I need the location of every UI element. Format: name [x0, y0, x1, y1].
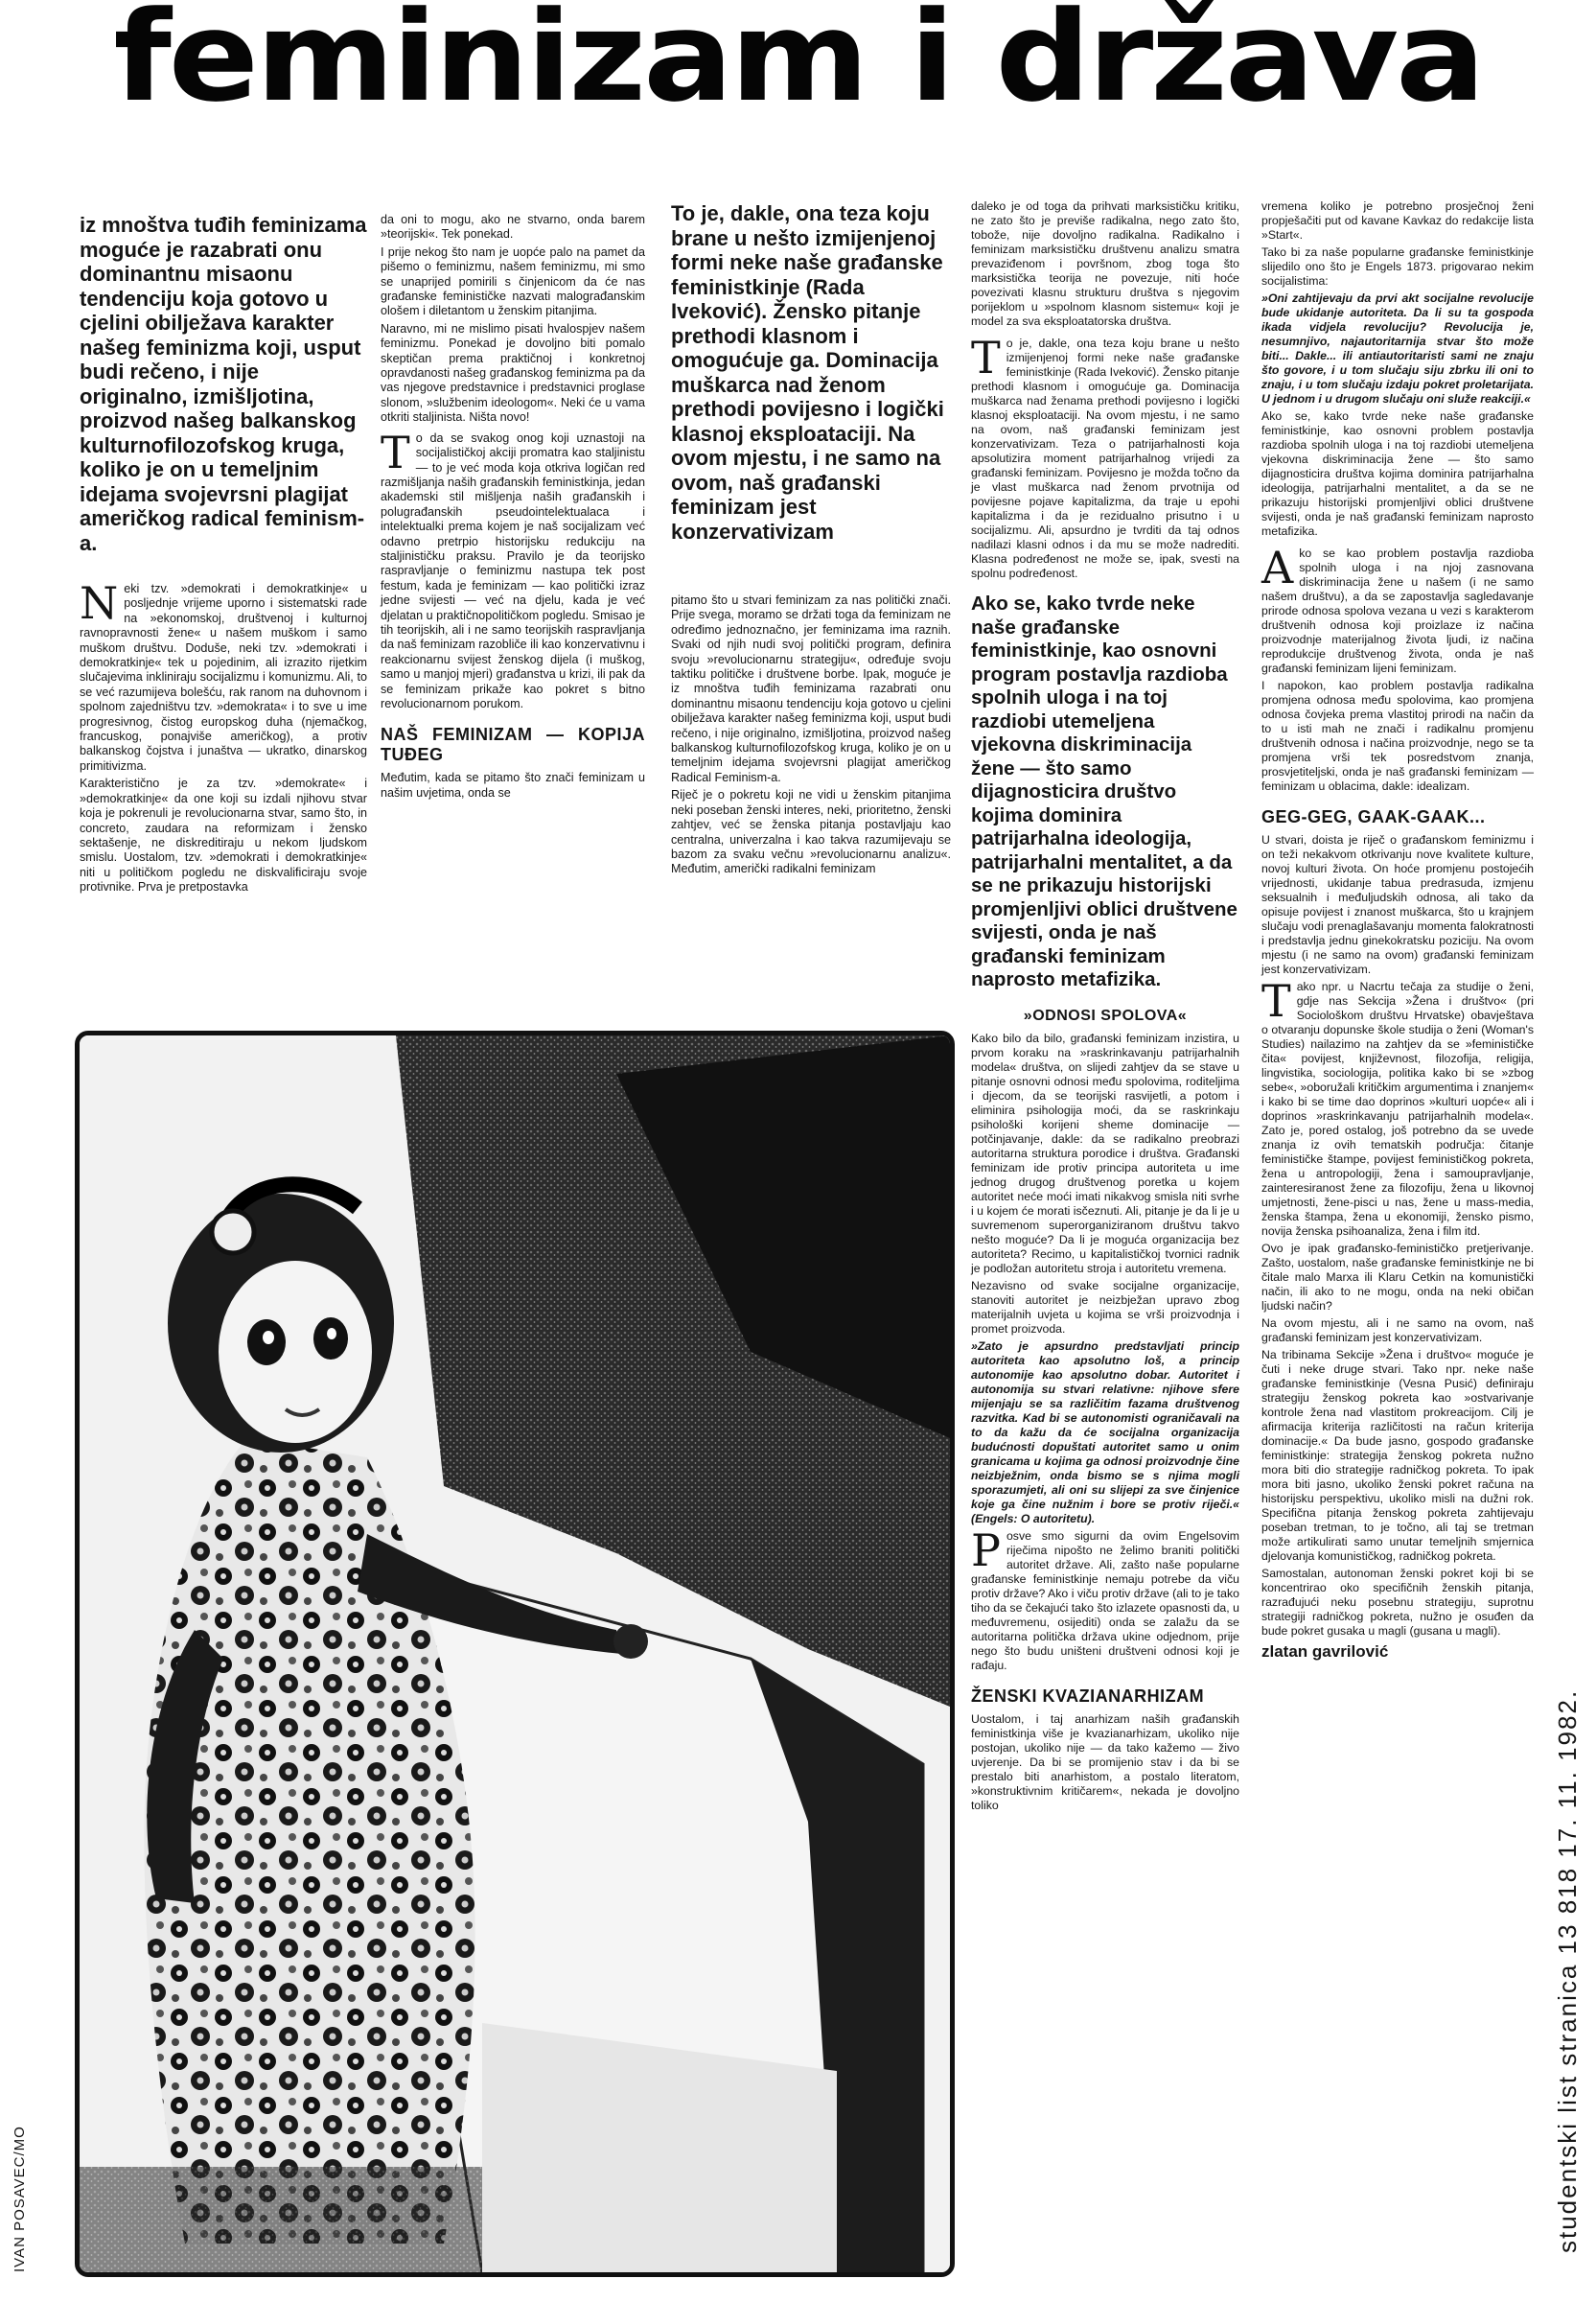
column-5 — [1261, 199, 1534, 1662]
paragraph: Na tribinama Sekcije »Žena i društvo« moguće je čuti i neke druge stvari. Tako npr. neke naše građanske feministkinje (Vesna Pusić) definiraju strategiju ženskog pokreta kao »ostvarivanje kontrole žena nad vlastitom prokreacijom. Cilj je afirmacija kriterija različitosti na račun kriterija dominacije.« Da bude jasno, gospodo građanske feministkinje: strategija ženskog pokreta nužno mora biti dio strategije radničkog pokreta. To ipak mora biti jasno, ukoliko ženski pokret računa na historijsku perspektivu, ukoliko misli na dužni rok. Specifična pitanja ženskog pokreta zahtijevaju poseban tretman, to je točno, ali taj se tretman može artikulirati samo unutar temeljnih smjernica djelovanja komunističkog, radničkog pokreta. — [1261, 1348, 1534, 1563]
paragraph: da oni to mogu, ako ne stvarno, onda barem »teorijski«. Tek ponekad. — [381, 213, 645, 242]
column-4 — [971, 199, 1239, 1816]
pull-quote: Ako se, kako tvrde neke naše građanske feministkinje, kao osnovni program postavlja razdioba spolnih uloga i na toj razdiobi utemeljena vjekovna diskriminacija žene — što samo dijagnosticira društvo kojima dominira patrijarhalna ideologija, patrijarhalni mentalitet, a da se ne prikazuju historijski promjenljivi oblici društvene svijesti, onda je naš građanski feminizam naprosto metafizika. — [971, 593, 1237, 990]
drop-cap: N — [80, 577, 119, 629]
drop-cap: T — [1261, 975, 1291, 1027]
paragraph: Naravno, mi ne mislimo pisati hvalospjev našem feminizmu. Ponekad je dovoljno biti pomalo skeptičan prema praktičnoj i konkretnoj opravdanosti našeg građanskog feminizma pa da vas njegove predstavnice i predstavnici proglase slonom, »službenim ideologom«. Neki će u vama otkriti staljinista. Ništa novo! — [381, 321, 645, 425]
paragraph: Kako bilo da bilo, građanski feminizam inzistira, u prvom koraku na »raskrinkavanju patrijarhalnih modela« društva, on slijedi zahtjev da se stave u pitanje osnovni odnosi među spolovima, roditeljima i djecom, da se teorijski rasvijetli, a potom i eliminira psihologija moći, da se raskrinkaju psihološki korijeni sheme dominacije — potčinjavanje, dakle: da se radikalno preobrazi autoritarna struktura porodice i društva. Građanski feminizam ide protiv principa autoriteta u ime jednog drugog društvenog poretka u kojem autoritet neće moći imati nikakvog smisla niti svrhe i u kojem će morati isčeznuti. Ali, pitanje je da li je u suvremenom superorganiziranom društvu takvo nešto moguće? Da li je moguća organizacija bez autoriteta? Recimo, u kapitalističkoj tvornici radnik je podložan autoritetu stroja i autoritetu vremena. — [971, 1031, 1239, 1275]
section-heading: GEG-GEG, GAAK-GAAK... — [1261, 807, 1486, 826]
paragraph: I napokon, kao problem postavlja radikalna promjena odnosa među spolovima, kao promjena odnosa čovjeka prema vlastitoj prirodi na način da to u isti mah ne znači i radikalnu promjenu društvenih odnosa i načina proizvodnje, nego se ta promjena vrši tek posredstvom znanja, prosvjetiteljski, onda je naš građanski feminizam — feminizam u oblacima, dakle: idealizam. — [1261, 679, 1534, 793]
paragraph: Ako se, kako tvrde neke naše građanske feministkinje, kao osnovni problem postavlja razdioba spolnih uloga i na toj razdiobi utemeljena vjekovna diskriminacija žene — što samo dijagnosticira društva kojima dominira patrijarhalna ideologija, patrijarhalni mentalitet, a da se ne prikazuju historijski promjenljivi oblici društvene svijesti, onda je naš građanski feminizam naprosto metafizika. — [1261, 409, 1534, 538]
drop-cap: T — [971, 332, 1001, 384]
paragraph: Ako se kao problem postavlja razdioba spolnih uloga i na njoj zasnovana diskriminacija žene u našem (i ne samo našem društvu), a da se zapostavlja sagledavanje prirode odnosa spolova vezana u vezi s karakterom društvenih odnosa koji proizlaze iz načina proizvodnje materijalnog života ljudi, iz načina reprodukcije društvenog života, onda je naš građanski feminizam lijeni feminizam. — [1261, 542, 1534, 675]
paragraph: Neki tzv. »demokrati i demokratkinje« u posljednje vrijeme uporno i sistematski rade na »ekonomskoj, društvenoj i kulturnoj ravnopravnosti žene« u našem muškom i samo muškom društvu. Doduše, neki tzv. »demokrati i demokratkinje« tek u pojedinim, ali izrazito rijetkim slučajevima inkliniraju socijalizmu i komunizmu. Ali, to se već razumijeva bolešću, rak ranom na duhovnom i spolnom zajedništvu tzv. »demokrata« i to sve u ime progresivnog, čistog europskog duha (njemačkog, francuskog, ponajviše američkog), a protiv balkanskog čojstva i junaštva — ukratko, dinarskog primitivizma. — [80, 577, 367, 773]
drop-cap: T — [381, 426, 410, 478]
author-signature: zlatan gavrilović — [1261, 1642, 1389, 1661]
paragraph: Posve smo sigurni da ovim Engelsovim riječima nipošto ne želimo braniti politički autoritet države. Ali, zašto naše popularne građanske feministkinje nemaju potrebe da viču protiv države? Ako i viču protiv države (ali to je tako tiho da se čekajući tako što izlazete opasnosti da, u međuvremenu, osijediti) onda se zalažu da se autoritarna politička država ukine odjednom, prije nego što budu uništeni društveni odnosi koji je rađaju. — [971, 1523, 1239, 1672]
drop-cap: P — [971, 1523, 1001, 1576]
section-heading: NAŠ FEMINIZAM — KOPIJA TUĐEG — [381, 725, 645, 765]
section-heading: ŽENSKI KVAZIANARHIZAM — [971, 1686, 1205, 1706]
paragraph: Nezavisno od svake socijalne organizacije, stanoviti autoritet je neizbježan upravo zbog materijalnih uvjeta u kojima se vrši proizvodnja i promet proizvoda. — [971, 1278, 1239, 1336]
column-1 — [80, 213, 367, 898]
paragraph: To da se svakog onog koji uznastoji na socijalističkoj akciji promatra kao staljinistu — to je već moda koja otkriva logičan red razmišljanja naših građanskih feministkinja, jedan akademski stil mišljenja naših građanskih i polugrađanskih pseudointelektualaca i intelektualki prema kojem je naš socijalizam već odavno pretrpio historijsku redukciju na staljinističku praksu. Pravilo je da teorijsko raspravljanje o feminizmu nastupa tek post festum, kada je feminizam — kao politički izraz jedne svijesti — već na djelu, kada je već djelatan u praktičnopolitičkom pogledu. Smisao je tih teorijskih, ali i ne samo teorijskih raspravljanja da naš feminizam razobliče ili kao konzervativnu i reakcionarnu svijest ženskog dijela (i muškog, samo u manjoj mjeri) građanstva u krizi, ili pak da se feminizam prikaže kao pokret s bitno revolucionarnom porukom. — [381, 426, 645, 710]
drop-cap: A — [1261, 542, 1294, 593]
paragraph: Uostalom, i taj anarhizam naših građanskih feministkinja više je kvazianarhizam, ukoliko nije postojan, ukoliko nije — da tako kažemo — živo uvjerenje. Da bi se promijenio stav i da bi se prestalo biti anarhistom, a postalo literatom, »konstruktivnim kritičarem«, nekada je dovoljno toliko — [971, 1711, 1239, 1812]
headline: feminizam i država — [113, 0, 1483, 113]
paragraph: Međutim, kada se pitamo što znači feminizam u našim uvjetima, onda se — [381, 771, 645, 800]
publication-info: studentski list stranica 13 818 17. 11. 1982. — [1553, 1688, 1582, 2253]
paragraph: Karakteristično je za tzv. »demokrate« i »demokratkinje« da one koji su izdali njihovu stvar koja je pokrenuli je revolucionarna stvar, samo što, in concreto, zaudara na reformizam i žensko sektašenje, ne diskreditiraju u nekom ljudskom smislu. Uostalom, tzv. »demokrati i demokratkinje« niti u političkom pogledu ne diskvalificiraju svoje protivnike. Prva je pretpostavka — [80, 777, 367, 895]
paragraph: U stvari, doista je riječ o građanskom feminizmu i on teži nekakvom otkrivanju nove kvalitete kulture, novoj kulturi života. On hoće promjenu postojećih vrijednosti, ukidanje tabua predrasuda, izmjenu seksualnih i međuljudskih odnosa, ali tako da opisuje povijest i znanost muškarca, što u krajnjem slučaju vodi prenaglašavanju momenta falokratnosti i predstavlja jednu ginekokratsku poziciju. Na ovom mjestu (i ne samo na ovom) građanski feminizam jest konzervativizam. — [1261, 833, 1534, 976]
paragraph: I prije nekog što nam je uopće palo na pamet da pišemo o feminizmu, našem feminizmu, mi smo se unaprijed pomirili s činjenicom da će nas građanske feminističke nazvati malograđanskim ološem i diletantom u ženskim pitanjima. — [381, 244, 645, 318]
engels-quote: »Oni zahtijevaju da prvi akt socijalne revolucije bude ukidanje autoriteta. Da li su ta gospoda ikada vidjela revoluciju? Revolucija je, nesumnjivo, najautoritarnija stvar što može biti... Dakle... ili antiautoritaristi sami ne znaju što govore, i u tom slučaju siju zbrku ili oni to znaju, i u tom slučaju izdaju pokret proletarijata. U jednom i u drugom slučaju oni služe reakciji.« — [1261, 291, 1534, 406]
paragraph: pitamo što u stvari feminizam za nas politički znači. Prije svega, moramo se držati toga da feminizam ne određimo jednoznačno, jer feminizama ima raznih. Svaki od njih nudi svoj politički program, definira svoju »revolucionarnu strategiju«, određuje svoju taktiku političke i društvene borbe. Ipak, moguće je iz mnoštva tuđih feminizama razabrati onu dominantnu misaonu tendenciju koja gotovo u cjelini obilježava karakter našeg feminizma koji, usput budi rečeno, i nije originalno, izmišljotina, proizvod našeg balkanskog kulturnofilozofskog kruga, koliko je on u temeljnim idejama svojevrsni plagijat američkog Radical Feminism-a. — [671, 593, 951, 784]
photograph — [75, 1031, 955, 2277]
column-3 — [671, 201, 951, 880]
paragraph: vremena koliko je potrebno prosječnoj ženi propješačiti put od kavane Kavkaz do redakcije lista »Start«. — [1261, 199, 1534, 242]
column-2 — [381, 213, 645, 803]
lead-paragraph: iz mnoštva tuđih feminizama moguće je razabrati onu dominantnu misaonu tendenciju koja gotovo u cjelini obilježava karakter našeg feminizma koji, usput budi rečeno, i nije originalno, izmišljotina, proizvod našeg balkanskog kulturnofilozofskog kruga, koliko je on u temeljnim idejama svojevrsni plagijat američkog radical feminism-a. — [80, 213, 367, 555]
paragraph: Na ovom mjestu, ali i ne samo na ovom, naš građanski feminizam jest konzervativizam. — [1261, 1316, 1534, 1344]
paragraph: To je, dakle, ona teza koju brane u nešto izmijenjenoj formi neke naše građanske feministkinje (Rada Iveković). Žensko pitanje prethodi klasnom i omogućuje ga. Dominacija muškarca nad ženama prethodi povijesno i logički klasnoj eksploataciji. Na ovom mjestu, i ne samo na ovom, naš građanski feminizam jest konzervativizam. Teza o patrijarhalnosti koja apsolutizira moment patrijarhalnog vrijedi za građanski feminizam. Povijesno je možda točno da je vlast muškarca nad ženom prvotnija od povijesne pojave kapitalizma, da traje u epohi kapitalizma i da je rezidualno prisutno i u socijalizmu. Ali, apsurdno je tvrditi da taj odnos nadilazi klasni odnos i da mu se može nadrediti. Klasna podređenost ne može se, ipak, svesti na spolnu podređenost. — [971, 332, 1239, 580]
paragraph: Samostalan, autonoman ženski pokret koji bi se koncentrirao oko specifičnih ženskih pitanja, razrađujući neku posebnu strategiju, suprotnu strategiji radničkog pokreta, nužno je osuđen da bude pokret gusaka u magli (gusana u magli). — [1261, 1567, 1534, 1638]
paragraph: daleko je od toga da prihvati marksističku kritiku, ne zato što je previše radikalna, nego zato što, tobože, nije dovoljno radikalna. Radikalno i feminizam marksističku društvenu analizu smatra prevaziđenom i površnom, zbog toga što marksistička teorija ne povezuje, niti hoće povezivati klasnu strukturu društva s njegovim porijeklom u »spolnom klasnom sistemu« koji je model za sva eksploatatorska društva. — [971, 199, 1239, 328]
paragraph: Riječ je o pokretu koji ne vidi u ženskim pitanjima neki poseban ženski interes, neki, prioritetno, ženski zahtjev, već se ženska pitanja postavljaju kao centralna, univerzalna i kao takva razumijevaju se bazom za svaku večnu »revolucionarnu analizu«. Međutim, američki radikalni feminizam — [671, 788, 951, 876]
photo-illustration — [80, 1035, 950, 2272]
paragraph: Ovo je ipak građansko-feminističko pretjerivanje. Zašto, uostalom, naše građanske feministkinje ne bi čitale malo Marxa ili Klaru Cetkin na komunistički način, ili ako to ne mogu, onda na neki običan ljudski način? — [1261, 1242, 1534, 1313]
section-heading: »ODNOSI SPOLOVA« — [1023, 1007, 1188, 1024]
paragraph: Tako npr. u Nacrtu tečaja za studije o ženi, gdje nas Sekcija »Žena i društvo« (pri Sociološkom društvu Hrvatske) obavještava o otvaranju dopunske škole studija o ženi (Woman's Studies) nailazimo na zahtjev da se »feminističke čita« povijest, književnost, filozofija, religija, lingvistika, sociologija, politika kako bi se »zbog sebe«, »oboružali kritičkim argumentima i znanjem« i kako bi se time dao doprinos »kulturi uopće« ali i doprinos »raskrinkavanju patrijarhalnih modela«. Zato je, pored ostalog, još potrebno da se uvede znanja iz ovih tematskih područja: čitanje feminističke štampe, povijest feminističkog pokreta, žena u antropologiji, žena i samoupravljanje, zainteresiranost žene za filozofiju, žena u likovnoj umjetnosti, žene-pisci u nas, žene u mass-media, ženska štampa, žena u ekonomiji, žensko pismo, novija ženska psihoanaliza, žena i film itd. — [1261, 975, 1534, 1238]
engels-quote: »Zato je apsurdno predstavljati princip autoriteta kao apsolutno loš, a princip autonomije kao apsolutno dobar. Autoritet i autonomija su stvari relativne: njihove sfere mijenjaju se sa različitim fazama društvenog razvitka. Kad bi se autonomisti ograničavali na to da kažu da će socijalna organizacija budućnosti dopuštati autoritet samo u onim granicama u kojima ga odnosi proizvodnje čine neizbježnim, onda bismo se s njima mogli sporazumjeti, ali oni su slijepi za sve činjenice koje ga čine nužnim i bore se protiv riječi.« (Engels: O autoritetu). — [971, 1338, 1239, 1525]
pull-quote: To je, dakle, ona teza koju brane u nešto izmijenjenoj formi neke naše građanske feministkinje (Rada Iveković). Žensko pitanje prethodi klasnom i omogućuje ga. Dominacija muškarca nad ženom prethodi povijesno i logički klasnoj eksploataciji. Na ovom mjestu, i ne samo na ovom, naš građanski feminizam jest konzervativizam — [671, 201, 944, 544]
paragraph: Tako bi za naše popularne građanske feministkinje slijedilo ono što je Engels 1873. prigovarao nekim socijalistima: — [1261, 245, 1534, 288]
photo-credit: IVAN POSAVEC/MO — [12, 2126, 28, 2272]
